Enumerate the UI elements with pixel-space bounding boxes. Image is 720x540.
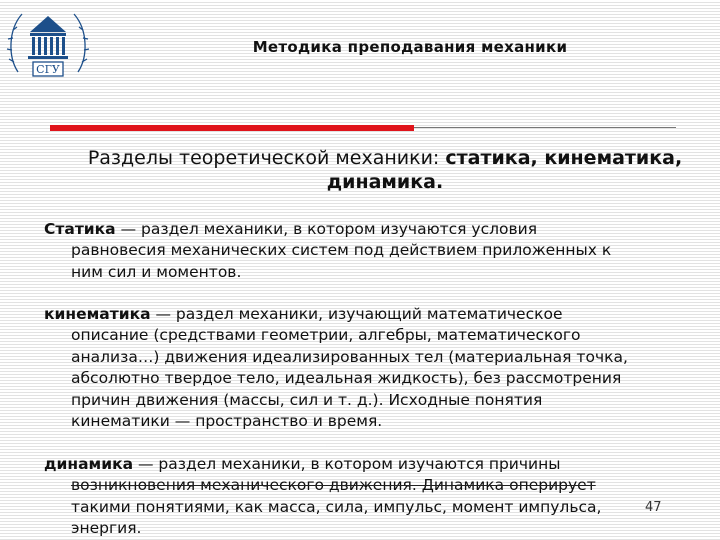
logo-text: СГУ — [36, 63, 60, 76]
text-line: кинематики — пространство и время. — [71, 412, 383, 431]
text-line: равновесия механических систем под действием приложенных к — [71, 241, 612, 260]
text-line: ним сил и моментов. — [71, 262, 242, 281]
text-line — [44, 454, 707, 475]
kinematics-definition — [44, 304, 707, 432]
subtitle-bold-1: статика, кинематика, — [445, 147, 683, 169]
page-title: Методика преподавания механики — [252, 38, 568, 56]
text-line: абсолютно твердое тело, идеальная жидкость), без рассмотрения — [71, 369, 622, 388]
text-line: энергия. — [71, 519, 142, 538]
definition-first-line: — раздел механики, в котором изучаются причины — [133, 455, 561, 473]
subtitle-bold-2: динамика. — [326, 171, 444, 193]
slide-subtitle — [60, 146, 710, 194]
text-line: такими понятиями, как масса, сила, импульс, момент импульса, — [71, 497, 602, 516]
text-line: возникновения механического движения. Динамика оперирует — [71, 476, 596, 495]
term-dynamics: динамика — [44, 455, 134, 473]
subtitle-lead: Разделы теоретической механики: — [87, 147, 446, 169]
statics-definition — [44, 219, 707, 283]
term-statics: Статика — [44, 220, 116, 238]
text-line: причин движения (массы, сил и т. д.). Исходные понятия — [71, 390, 543, 409]
term-kinematics: кинематика — [44, 305, 151, 323]
page-number: 47 — [645, 500, 662, 515]
text-line — [44, 219, 707, 240]
definition-first-line: — раздел механики, изучающий математическое — [150, 305, 563, 323]
definition-first-line: — раздел механики, в котором изучаются условия — [115, 220, 538, 238]
text-line: анализа…) движения идеализированных тел (материальная точка, — [71, 347, 628, 366]
text-line — [44, 304, 707, 325]
text-line: описание (средствами геометрии, алгебры, математического — [71, 326, 581, 345]
dynamics-definition — [44, 454, 707, 540]
divider-line — [414, 127, 676, 128]
accent-bar — [50, 125, 414, 131]
